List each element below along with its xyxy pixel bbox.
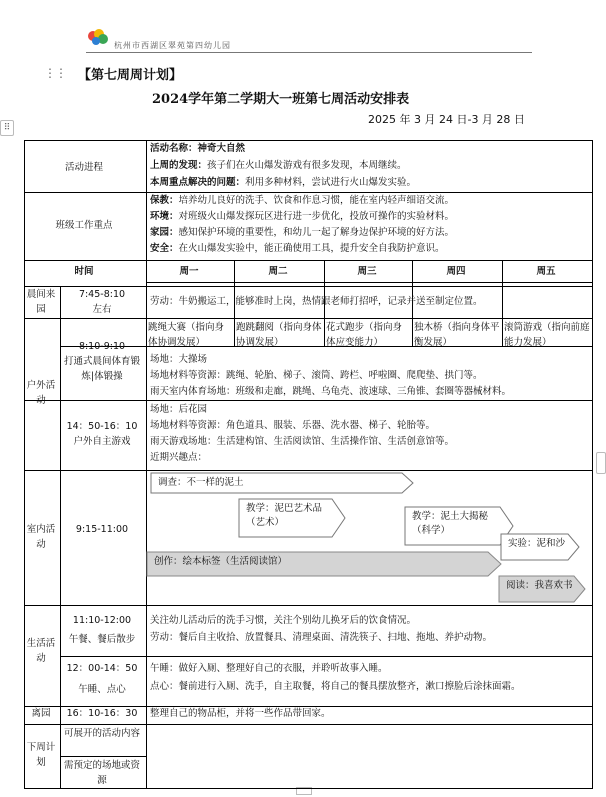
outdoor-rain1: 雨天室内体育场地：班级和走廊，跳绳、乌龟壳、波速球、三角锥、套圈等器械材料。 [150, 386, 512, 397]
outdoor-slot2-time: 14：50-16：10 [66, 421, 138, 432]
class-work-item [150, 209, 590, 224]
outdoor-venue1: 场地：大操场 [150, 354, 208, 365]
kindergarten-logo [86, 27, 110, 47]
indoor-time: 9:15-11:00 [75, 524, 129, 535]
school-name: 杭州市西湖区翠苑第四幼儿园 [114, 41, 231, 50]
outdoor-venue2: 场地：后花园 [150, 404, 208, 415]
day-header-thu: 周四 [446, 266, 466, 277]
last-week-finding [150, 158, 590, 173]
outdoor-interest: 近期兴趣点： [150, 452, 208, 463]
life-slot1-name: 午餐、餐后散步 [68, 634, 136, 645]
table-rule [60, 656, 592, 657]
table-rule [24, 788, 592, 789]
outdoor-slot1-name: 打通式晨间体育锻炼|体锻操 [63, 356, 140, 382]
focus-label: 本周重点解决的问题： [150, 177, 246, 188]
class-work-item [150, 225, 590, 240]
drag-handle-icon[interactable]: ⋮⋮ [44, 66, 66, 80]
day-header-fri: 周五 [536, 266, 556, 277]
outdoor-slot1-time: 8:10-9:10 [78, 341, 126, 352]
outdoor-game: 滚筒游戏（指向前庭能力发展） [504, 322, 590, 348]
progress-label: 活动进程 [64, 162, 103, 173]
activity-block-teach-science[interactable] [404, 506, 514, 546]
table-rule [24, 140, 25, 789]
outdoor-slot2-name: 户外自主游戏 [73, 436, 131, 447]
table-rule [24, 724, 592, 725]
outdoor-materials1: 场地材料等资源：跳绳、轮胎、梯子、滚筒、跨栏、呼啦圈、爬爬垫、拱门等。 [150, 370, 483, 381]
class-work-value: 感知保护环境的重要性，和幼儿一起了解身边保护环境的好方法。 [178, 227, 455, 238]
block-label: 调查：不一样的泥土 [158, 477, 244, 488]
leave-content: 整理自己的物品柜，并将一些作品带回家。 [150, 708, 331, 719]
activity-block-create[interactable] [146, 551, 502, 577]
activity-block-teach-art[interactable] [238, 498, 346, 538]
last-week-value: 孩子们在火山爆发游戏有很多发现，本周继续。 [207, 160, 407, 171]
week-tag: 【第七周周计划】 [78, 68, 183, 83]
block-label: 教学：泥巴艺术品（艺术） [246, 503, 323, 528]
class-work-key: 安全： [150, 243, 179, 254]
outdoor-game: 独木桥（指向身体平衡发展） [414, 322, 500, 348]
header-divider [86, 52, 532, 53]
life-slot1-care: 关注幼儿活动后的洗手习惯，关注个别幼儿换牙后的饮食情况。 [150, 615, 417, 626]
day-header-wed: 周三 [357, 266, 377, 277]
table-rule [24, 470, 592, 471]
outdoor-materials2: 场地材料等资源：角色道具、服装、乐器、洗水器、梯子、轮胎等。 [150, 420, 436, 431]
date-range: 2025 年 3 月 24 日-3 月 28 日 [368, 113, 525, 126]
day-header-mon: 周一 [179, 266, 199, 277]
block-label: 教学：泥土大揭秘（科学） [412, 511, 489, 536]
activity-name [150, 141, 590, 156]
class-work-key: 家园： [150, 227, 179, 238]
life-slot2-time: 12：00-14：50 [66, 663, 138, 674]
life-slot1-labor: 劳动：餐后自主收拾、放置餐具、清理桌面、清洗筷子、扫地、拖地、养护动物。 [150, 632, 493, 643]
class-work-key: 保教： [150, 195, 179, 206]
life-label: 生活活动 [26, 638, 56, 664]
life-slot2-nap: 午睡：做好入厕、整理好自己的衣服，并聆听故事入睡。 [150, 663, 388, 674]
activity-name-value: 神奇大自然 [197, 143, 246, 154]
table-rule [592, 140, 593, 789]
day-header-tue: 周二 [268, 266, 288, 277]
morning-content: 劳动：牛奶搬运工，能够准时上岗，热情跟老师打招呼，记录并送至制定位置。 [150, 296, 483, 307]
activity-name-label: 活动名称： [150, 143, 198, 154]
table-rule [24, 318, 592, 319]
table-move-handle-icon[interactable]: ⠿ [0, 120, 14, 136]
life-slot2-name: 午睡、点心 [78, 684, 126, 695]
table-rule [24, 605, 592, 606]
right-resize-handle[interactable] [596, 452, 606, 474]
weekly-focus [150, 175, 590, 190]
next-week-activities: 可展开的活动内容 [63, 728, 140, 739]
morning-time-approx: 左右 [92, 304, 112, 315]
next-week-label: 下周计划 [26, 742, 56, 768]
activity-block-experiment[interactable] [500, 533, 580, 561]
time-header: 时间 [74, 266, 94, 277]
block-label: 实验：泥和沙 [508, 538, 566, 549]
activity-block-survey[interactable] [150, 472, 414, 494]
table-rule [146, 140, 147, 789]
table-rule [24, 260, 592, 261]
outdoor-game: 跑跳翻阅（指向身体协调发展） [236, 322, 322, 348]
table-rule [24, 400, 592, 401]
last-week-label: 上周的发现： [150, 160, 208, 171]
block-label: 阅读：我喜欢书 [506, 580, 573, 591]
outdoor-game: 跳绳大赛（指向身体协调发展） [148, 322, 225, 348]
table-rule [60, 756, 146, 757]
life-slot1-time: 11:10-12:00 [72, 615, 132, 626]
block-label: 创作：绘本标签（生活阅读馆） [154, 556, 288, 567]
next-week-resources: 需预定的场地或资源 [63, 760, 140, 786]
indoor-label: 室内活动 [26, 524, 56, 550]
class-work-value: 在火山爆发实验中，能正确使用工具，提升安全自我防护意识。 [178, 243, 445, 254]
activity-block-reading[interactable] [498, 575, 586, 603]
life-slot2-snack: 点心：餐前进行入厕、洗手，自主取餐，将自己的餐具摆放整齐，漱口擦脸后涂抹面霜。 [150, 681, 521, 692]
outdoor-game: 花式跑步（指向身体应变能力） [326, 322, 403, 348]
outdoor-rain2: 雨天游戏场地：生活建构馆、生活阅读馆、生活操作馆、生活创意馆等。 [150, 436, 455, 447]
morning-time: 7:45-8:10 [78, 289, 126, 300]
class-work-item [150, 193, 590, 208]
page-title: 2024学年第二学期大一班第七周活动安排表 [152, 92, 410, 107]
class-work-value: 对班级火山爆发探玩区进行进一步优化，投放可操作的实验材料。 [178, 211, 455, 222]
morning-label: 晨间来园 [26, 289, 56, 315]
focus-value: 利用多种材料，尝试进行火山爆发实验。 [245, 177, 417, 188]
outdoor-label: 户外活动 [26, 380, 56, 406]
class-work-key: 环境： [150, 211, 179, 222]
leave-time: 16：10-16：30 [66, 708, 138, 719]
class-work-label: 班级工作重点 [55, 220, 113, 231]
leave-label: 离园 [31, 708, 51, 719]
class-work-item [150, 241, 590, 256]
table-rule [146, 282, 592, 283]
class-work-value: 培养幼儿良好的洗手、饮食和作息习惯，能在室内轻声细语交流。 [178, 195, 455, 206]
